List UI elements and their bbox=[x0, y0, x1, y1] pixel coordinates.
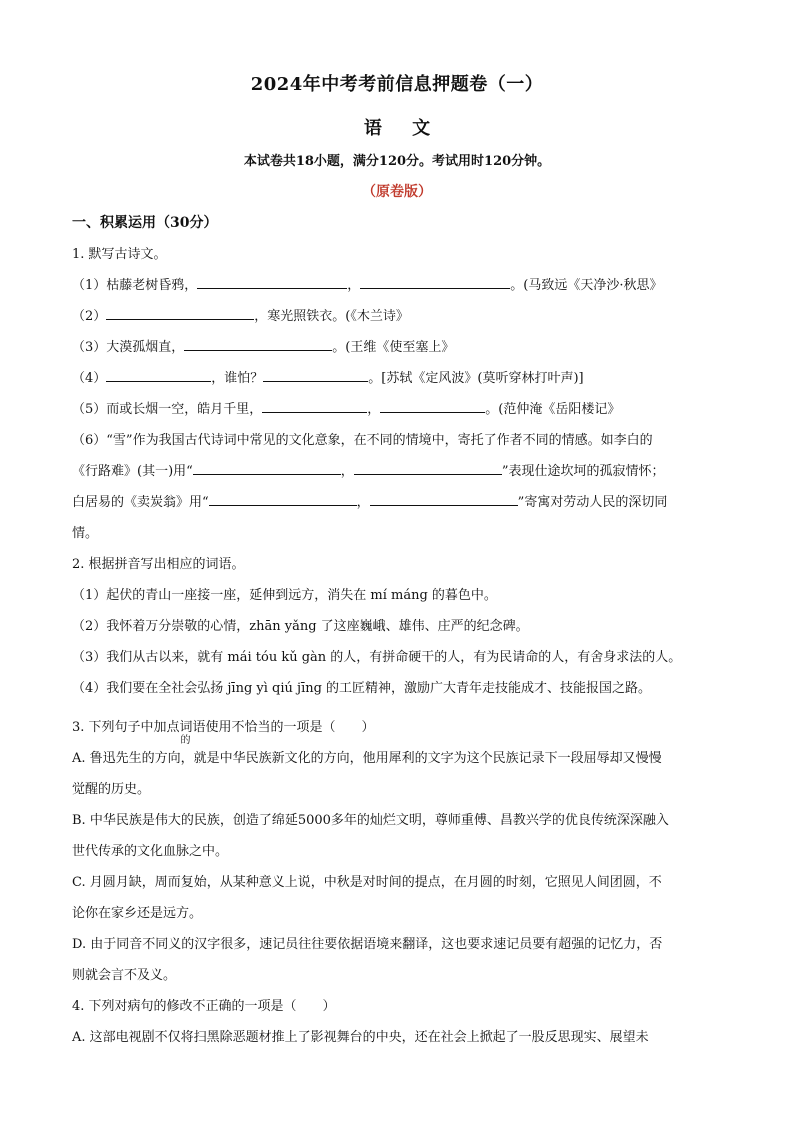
text: （4） bbox=[72, 371, 107, 386]
text: （3）大漠孤烟直， bbox=[72, 340, 185, 355]
text: ，寒光照铁衣。(《木兰诗》 bbox=[254, 309, 409, 324]
option-a-line-2: 觉醒的历史。 bbox=[72, 782, 151, 797]
answer-blank[interactable] bbox=[354, 458, 502, 475]
question-1-item-6-line-1: （6）“雪”作为我国古代诗词中常见的文化意象，在不同的情境中，寄托了作者不同的情感。如李白的 bbox=[72, 433, 653, 448]
question-3-stem bbox=[72, 712, 722, 746]
answer-blank[interactable] bbox=[184, 334, 332, 351]
option-a-line-1: A. 鲁迅先生的方向，就是中华民族新文化的方向，他用犀利的文字为这个民族记录下一段屈辱却又慢慢 bbox=[72, 751, 662, 766]
answer-blank[interactable] bbox=[370, 489, 518, 506]
option-c-line-1: C. 月圆月缺，周而复始，从某种意义上说，中秋是对时间的提点，在月圆的时刻，它照见人间团圆，不 bbox=[72, 875, 662, 890]
question-1-item-5 bbox=[72, 394, 722, 425]
question-2-item-3: （3）我们从古以来，就有 mái tóu kǔ gàn 的人，有拼命硬干的人，有为民请命的人，有舍身求法的人。 bbox=[72, 650, 682, 665]
answer-blank[interactable] bbox=[193, 458, 341, 475]
text: ， bbox=[356, 495, 370, 510]
question-1-stem: 1. 默写古诗文。 bbox=[72, 247, 167, 262]
question-2-stem: 2. 根据拼音写出相应的词语。 bbox=[72, 557, 245, 572]
question-2-item-4: （4）我们要在全社会弘扬 jīng yì qiú jīng 的工匠精神，激励广大青年走技能成才、技能报国之路。 bbox=[72, 681, 652, 696]
answer-blank[interactable] bbox=[197, 272, 347, 289]
exam-title: 2024年中考考前信息押题卷（一） bbox=[250, 74, 544, 95]
question-1-item-4 bbox=[72, 363, 722, 394]
answer-blank[interactable] bbox=[209, 489, 357, 506]
text: （1）枯藤老树昏鸦， bbox=[72, 278, 198, 293]
question-4-option-a-line-1: A. 这部电视剧不仅将扫黑除恶题材推上了影视舞台的中央，还在社会上掀起了一股反思现实、展望未 bbox=[72, 1030, 649, 1045]
text: （5）而或长烟一空，皓月千里， bbox=[72, 402, 263, 417]
question-1-item-6-line-3 bbox=[72, 487, 722, 518]
text: 白居易的《卖炭翁》用“ bbox=[72, 495, 209, 510]
text: ， bbox=[347, 278, 361, 293]
text: 《行路难》(其一)用“ bbox=[72, 464, 193, 479]
text: 。(王维《使至塞上》 bbox=[332, 340, 455, 355]
answer-blank[interactable] bbox=[360, 272, 510, 289]
text: ，谁怕？ bbox=[211, 371, 264, 386]
exam-content bbox=[72, 208, 722, 1053]
option-d-line-1: D. 由于同音不同义的汉字很多，速记员往往要依据语境来翻译，这也要求速记员要有超强的记忆力，否 bbox=[72, 937, 663, 952]
question-4-stem: 4. 下列对病句的修改不正确的一项是（ ） bbox=[72, 999, 336, 1014]
dot-char: 的 bbox=[180, 735, 191, 746]
answer-blank[interactable] bbox=[263, 365, 368, 382]
text: 3. 下列句子中加点 bbox=[72, 720, 180, 735]
exam-info: 本试卷共18小题，满分120分。考试用时120分钟。 bbox=[243, 154, 551, 169]
version-label: （原卷版） bbox=[362, 184, 432, 200]
question-2-item-2: （2）我怀着万分崇敬的心情，zhān yǎng 了这座巍峨、雄伟、庄严的纪念碑。 bbox=[72, 619, 529, 634]
option-b-line-2: 世代传承的文化血脉之中。 bbox=[72, 844, 229, 859]
text: 。[苏轼《定风波》(莫听穿林打叶声)] bbox=[368, 371, 584, 386]
text: ， bbox=[367, 402, 381, 417]
text: 词语使用不恰当的一项是（ ） bbox=[179, 720, 375, 735]
text: ”寄寓对劳动人民的深切同 bbox=[517, 495, 668, 510]
option-d-line-2: 则就会言不及义。 bbox=[72, 968, 177, 983]
question-1-item-6-line-2 bbox=[72, 456, 722, 487]
question-2-item-1: （1）起伏的青山一座接一座，延伸到远方，消失在 mí máng 的暮色中。 bbox=[72, 588, 497, 603]
section-heading: 一、积累运用（30分） bbox=[72, 215, 218, 231]
answer-blank[interactable] bbox=[262, 396, 367, 413]
answer-blank[interactable] bbox=[380, 396, 485, 413]
text: 。(范仲淹《岳阳楼记》 bbox=[485, 402, 621, 417]
text: （2） bbox=[72, 309, 107, 324]
text: ， bbox=[340, 464, 354, 479]
answer-blank[interactable] bbox=[106, 365, 211, 382]
answer-blank[interactable] bbox=[106, 303, 254, 320]
question-1-item-6-line-4: 情。 bbox=[72, 526, 99, 541]
question-1-item-1 bbox=[72, 270, 722, 301]
text: ”表现仕途坎坷的孤寂情怀； bbox=[501, 464, 665, 479]
question-1-item-3 bbox=[72, 332, 722, 363]
question-1-item-2 bbox=[72, 301, 722, 332]
option-c-line-2: 论你在家乡还是远方。 bbox=[72, 906, 203, 921]
text: 。(马致远《天净沙·秋思》 bbox=[510, 278, 663, 293]
option-b-line-1: B. 中华民族是伟大的民族，创造了绵延5000多年的灿烂文明，尊师重傅、昌教兴学的优良传统深深融入 bbox=[72, 813, 669, 828]
subject-title: 语 文 bbox=[363, 118, 431, 139]
